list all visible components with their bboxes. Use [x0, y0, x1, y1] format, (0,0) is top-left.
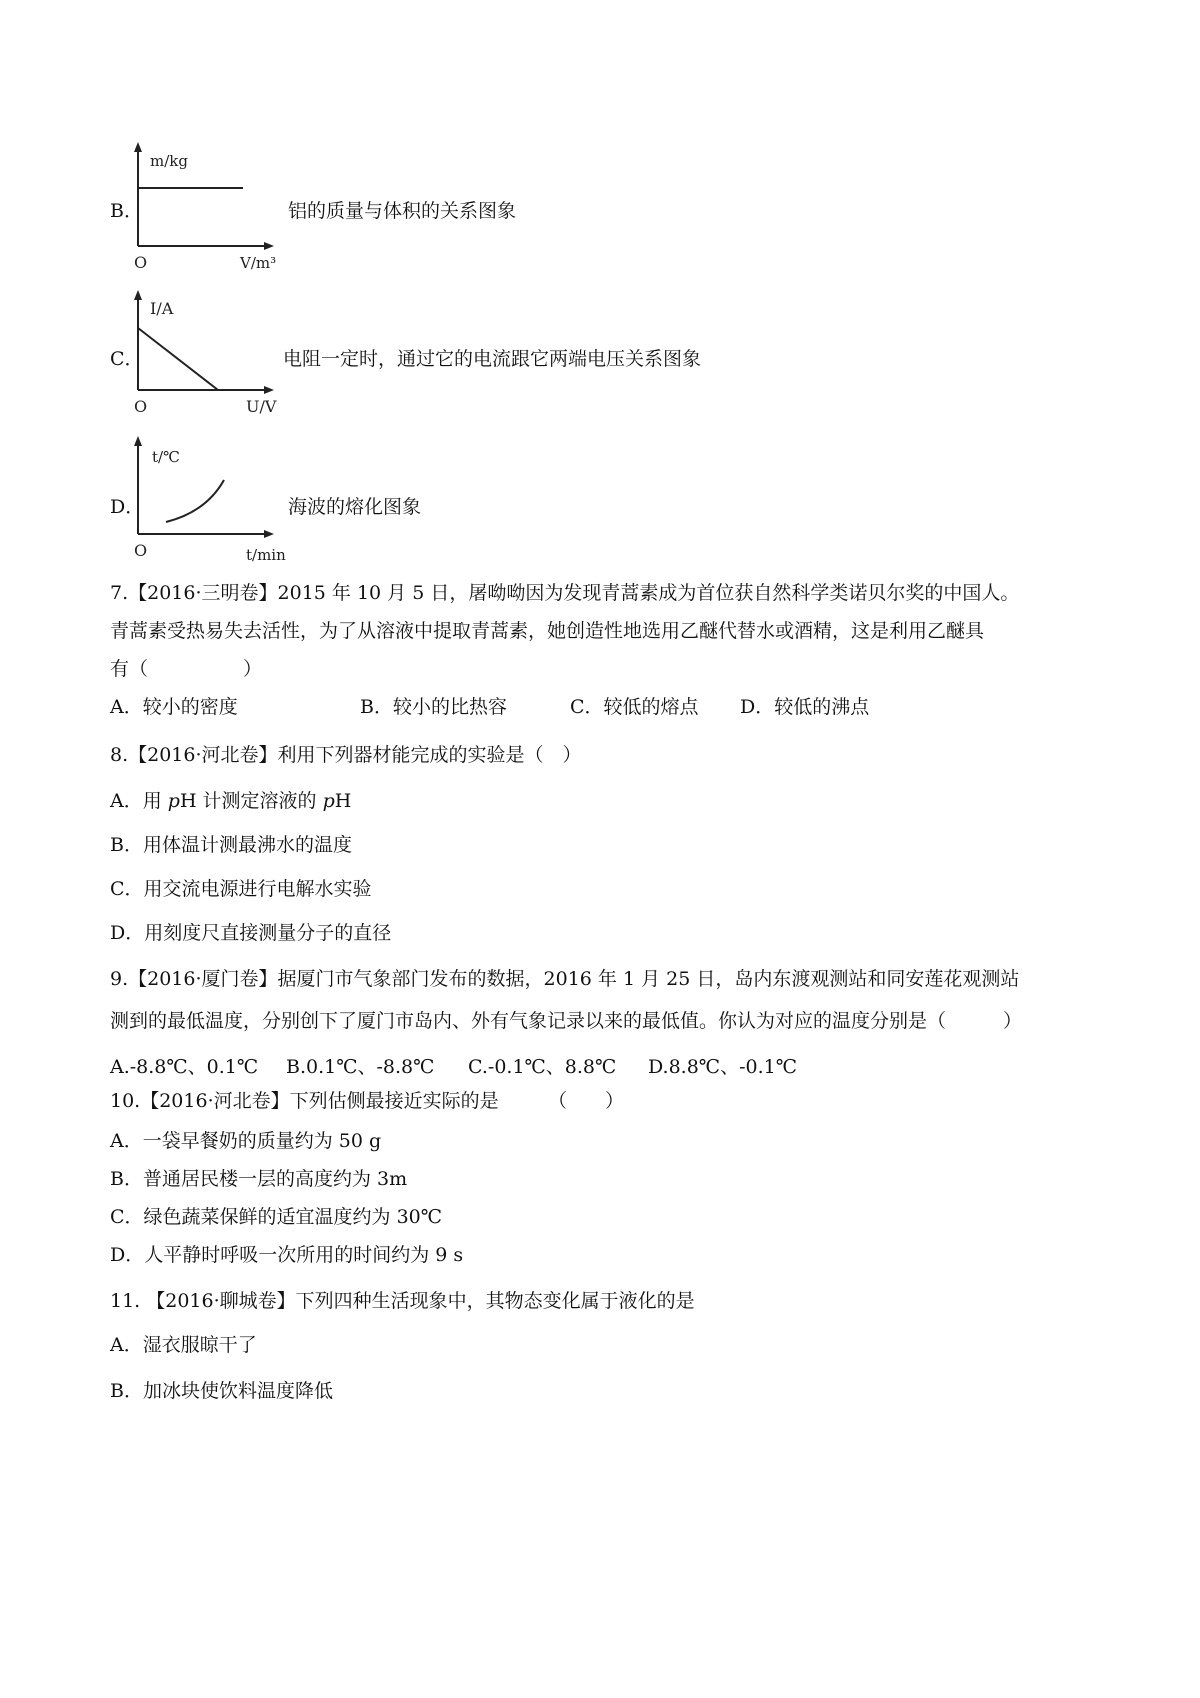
q11-option-b: B．加冰块使饮料温度降低	[110, 1380, 333, 1402]
q8-option-b: B．用体温计测最沸水的温度	[110, 834, 352, 856]
q10-stem: 10.【2016·河北卷】下列估侧最接近实际的是	[110, 1090, 499, 1112]
q10-answer-paren: （ ）	[548, 1090, 625, 1112]
q10-option-b: B．普通居民楼一层的高度约为 3m	[110, 1168, 408, 1190]
q9-stem-line-1: 9.【2016·厦门卷】据厦门市气象部门发布的数据，2016 年 1 月 25 日，岛内东渡观测站和同安莲花观测站	[110, 968, 1020, 990]
q9-option-d: D.8.8℃、-0.1℃	[648, 1056, 797, 1078]
q11-option-a: A．湿衣服晾干了	[110, 1334, 257, 1356]
q11-stem: 11. 【2016·聊城卷】下列四种生活现象中，其物态变化属于液化的是	[110, 1290, 695, 1312]
option-description: 海波的熔化图象	[288, 496, 422, 518]
q9-option-c: C.-0.1℃、8.8℃	[468, 1056, 617, 1078]
y-axis-label: I/A	[150, 299, 174, 318]
q7-stem-line-2: 青蒿素受热易失去活性，为了从溶液中提取青蒿素，她创造性地选用乙醚代替水或酒精，这是利用乙醚具	[110, 620, 985, 642]
graph-current-voltage	[128, 288, 288, 423]
x-axis-label: U/V	[246, 397, 277, 416]
q7-stem-line-3: 有（ ）	[110, 658, 263, 680]
q8-option-d: D．用刻度尺直接测量分子的直径	[110, 922, 392, 944]
q10-option-d: D．人平静时呼吸一次所用的时间约为 9 s	[110, 1244, 464, 1266]
option-description: 电阻一定时，通过它的电流跟它两端电压关系图象	[283, 348, 702, 370]
q7-stem-line-1: 7.【2016·三明卷】2015 年 10 月 5 日，屠呦呦因为发现青蒿素成为首位获自然科学类诺贝尔奖的中国人。	[110, 582, 1020, 604]
q8-option-a: A．用 pH 计测定溶液的 pH	[110, 790, 352, 812]
y-axis-label: t/℃	[152, 448, 180, 466]
option-letter: C．	[110, 348, 144, 370]
q7-option-a: A．较小的密度	[110, 696, 238, 718]
option-letter: B．	[110, 200, 143, 222]
graph-mass-volume	[128, 140, 288, 275]
q9-option-b: B.0.1℃、-8.8℃	[286, 1056, 435, 1078]
x-axis-label: V/m³	[240, 254, 277, 272]
y-axis-label: m/kg	[150, 152, 188, 170]
origin-label: O	[134, 253, 148, 272]
x-axis-label: t/min	[246, 546, 286, 564]
q9-option-a: A.-8.8℃、0.1℃	[110, 1056, 259, 1078]
q8-option-c: C．用交流电源进行电解水实验	[110, 878, 372, 900]
q7-option-b: B．较小的比热容	[360, 696, 507, 718]
q10-option-a: A．一袋早餐奶的质量约为 50 g	[110, 1130, 382, 1152]
option-description: 铝的质量与体积的关系图象	[288, 200, 517, 222]
q10-option-c: C．绿色蔬菜保鲜的适宜温度约为 30℃	[110, 1206, 443, 1228]
origin-label: O	[134, 541, 148, 560]
graph-melting-curve	[128, 434, 288, 569]
q9-stem-line-2: 测到的最低温度，分别创下了厦门市岛内、外有气象记录以来的最低值。你认为对应的温度分别是（ ）	[110, 1010, 1023, 1032]
q7-option-c: C．较低的熔点	[570, 696, 699, 718]
q8-stem: 8.【2016·河北卷】利用下列器材能完成的实验是（ ）	[110, 744, 582, 766]
option-letter: D．	[110, 496, 145, 518]
q7-option-d: D．较低的沸点	[740, 696, 870, 718]
origin-label: O	[134, 397, 148, 416]
